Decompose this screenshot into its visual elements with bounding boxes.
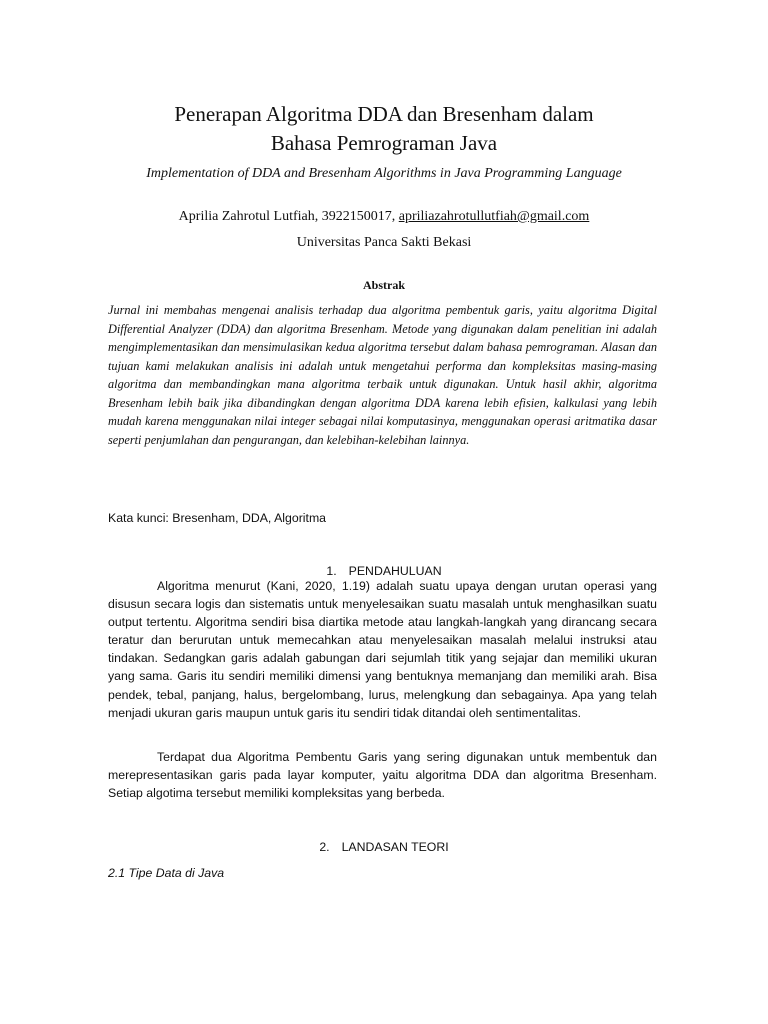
- author-line: [0, 207, 768, 227]
- paper-subtitle: Implementation of DDA and Bresenham Algorithms in Java Programming Language: [146, 166, 622, 181]
- paper-title: [0, 100, 768, 158]
- section-title: PENDAHULUAN: [348, 564, 442, 578]
- abstract-heading: Abstrak: [362, 278, 405, 292]
- author-affiliation: Universitas Panca Sakti Bekasi: [296, 235, 472, 250]
- abstract-body: Jurnal ini membahas mengenai analisis terhadap dua algoritma pembentuk garis, yaitu algoritma Digital Differential Analyzer (DDA) dan algoritma Bresenham. Metode yang digunakan dalam penelitian ini adalah mengimplementasikan dan mensimulasikan kedua algoritma tersebut dalam bahasa pemrograman. Alasan dan tujuan kami melakukan analisis ini adalah untuk mengetahui performa dan kompleksitas masing-masing algoritma dan membandingkan mana algoritma terbaik untuk digunakan. Untuk hasil akhir, algoritma Bresenham lebih baik jika dibandingkan dengan algoritma DDA karena lebih efisien, kalkulasi yang lebih mudah karena menggunakan nilai integer sebagai nilai komputasinya, menggunakan operasi aritmatika dasar seperti penjumlahan dan pengurangan, dan kelebihan-kelebihan lainnya.: [108, 303, 657, 447]
- section-number: 1.: [326, 564, 337, 578]
- author-email-link[interactable]: apriliazahrotullutfiah@gmail.com: [398, 209, 590, 224]
- paper-title-line-1: Penerapan Algoritma DDA dan Bresenham dalam: [174, 102, 594, 126]
- subsection-heading: 2.1 Tipe Data di Java: [108, 866, 225, 880]
- body-paragraph: Terdapat dua Algoritma Pembentu Garis yang sering digunakan untuk membentuk dan merepresentasikan garis pada layar komputer, yaitu algoritma DDA dan algoritma Bresenham. Setiap algotima tersebut memiliki kompleksitas yang berbeda.: [108, 750, 657, 801]
- section-heading-landasan-teori: [0, 838, 768, 856]
- section-number: 2.: [319, 840, 330, 854]
- author-info: Aprilia Zahrotul Lutfiah, 3922150017,: [178, 209, 399, 224]
- section-title: LANDASAN TEORI: [341, 840, 449, 854]
- keywords-line: Kata kunci: Bresenham, DDA, Algoritma: [108, 511, 327, 525]
- paper-title-line-2: Bahasa Pemrograman Java: [270, 131, 498, 155]
- body-paragraph: Algoritma menurut (Kani, 2020, 1.19) adalah suatu upaya dengan urutan operasi yang disusun secara logis dan sistematis untuk menyelesaikan suatu masalah untuk menghasilkan suatu output tertentu. Algoritma sendiri bisa diartika metode atau langkah-langkah yang dirancang secara teratur dan berurutan untuk memecahkan atau menyelesaikan masalah melalui instruksi atau tindakan. Sedangkan garis adalah gabungan dari sejumlah titik yang sejajar dan memiliki ukuran yang sama. Garis itu sendiri memiliki dimensi yang bentuknya memanjang dan memiliki arah. Bisa pendek, tebal, panjang, halus, bergelombang, lurus, melengkung dan sebagainya. Apa yang telah menjadi ukuran garis maupun untuk garis itu sendiri tidak ditandai oleh sentimentalitas.: [108, 579, 657, 720]
